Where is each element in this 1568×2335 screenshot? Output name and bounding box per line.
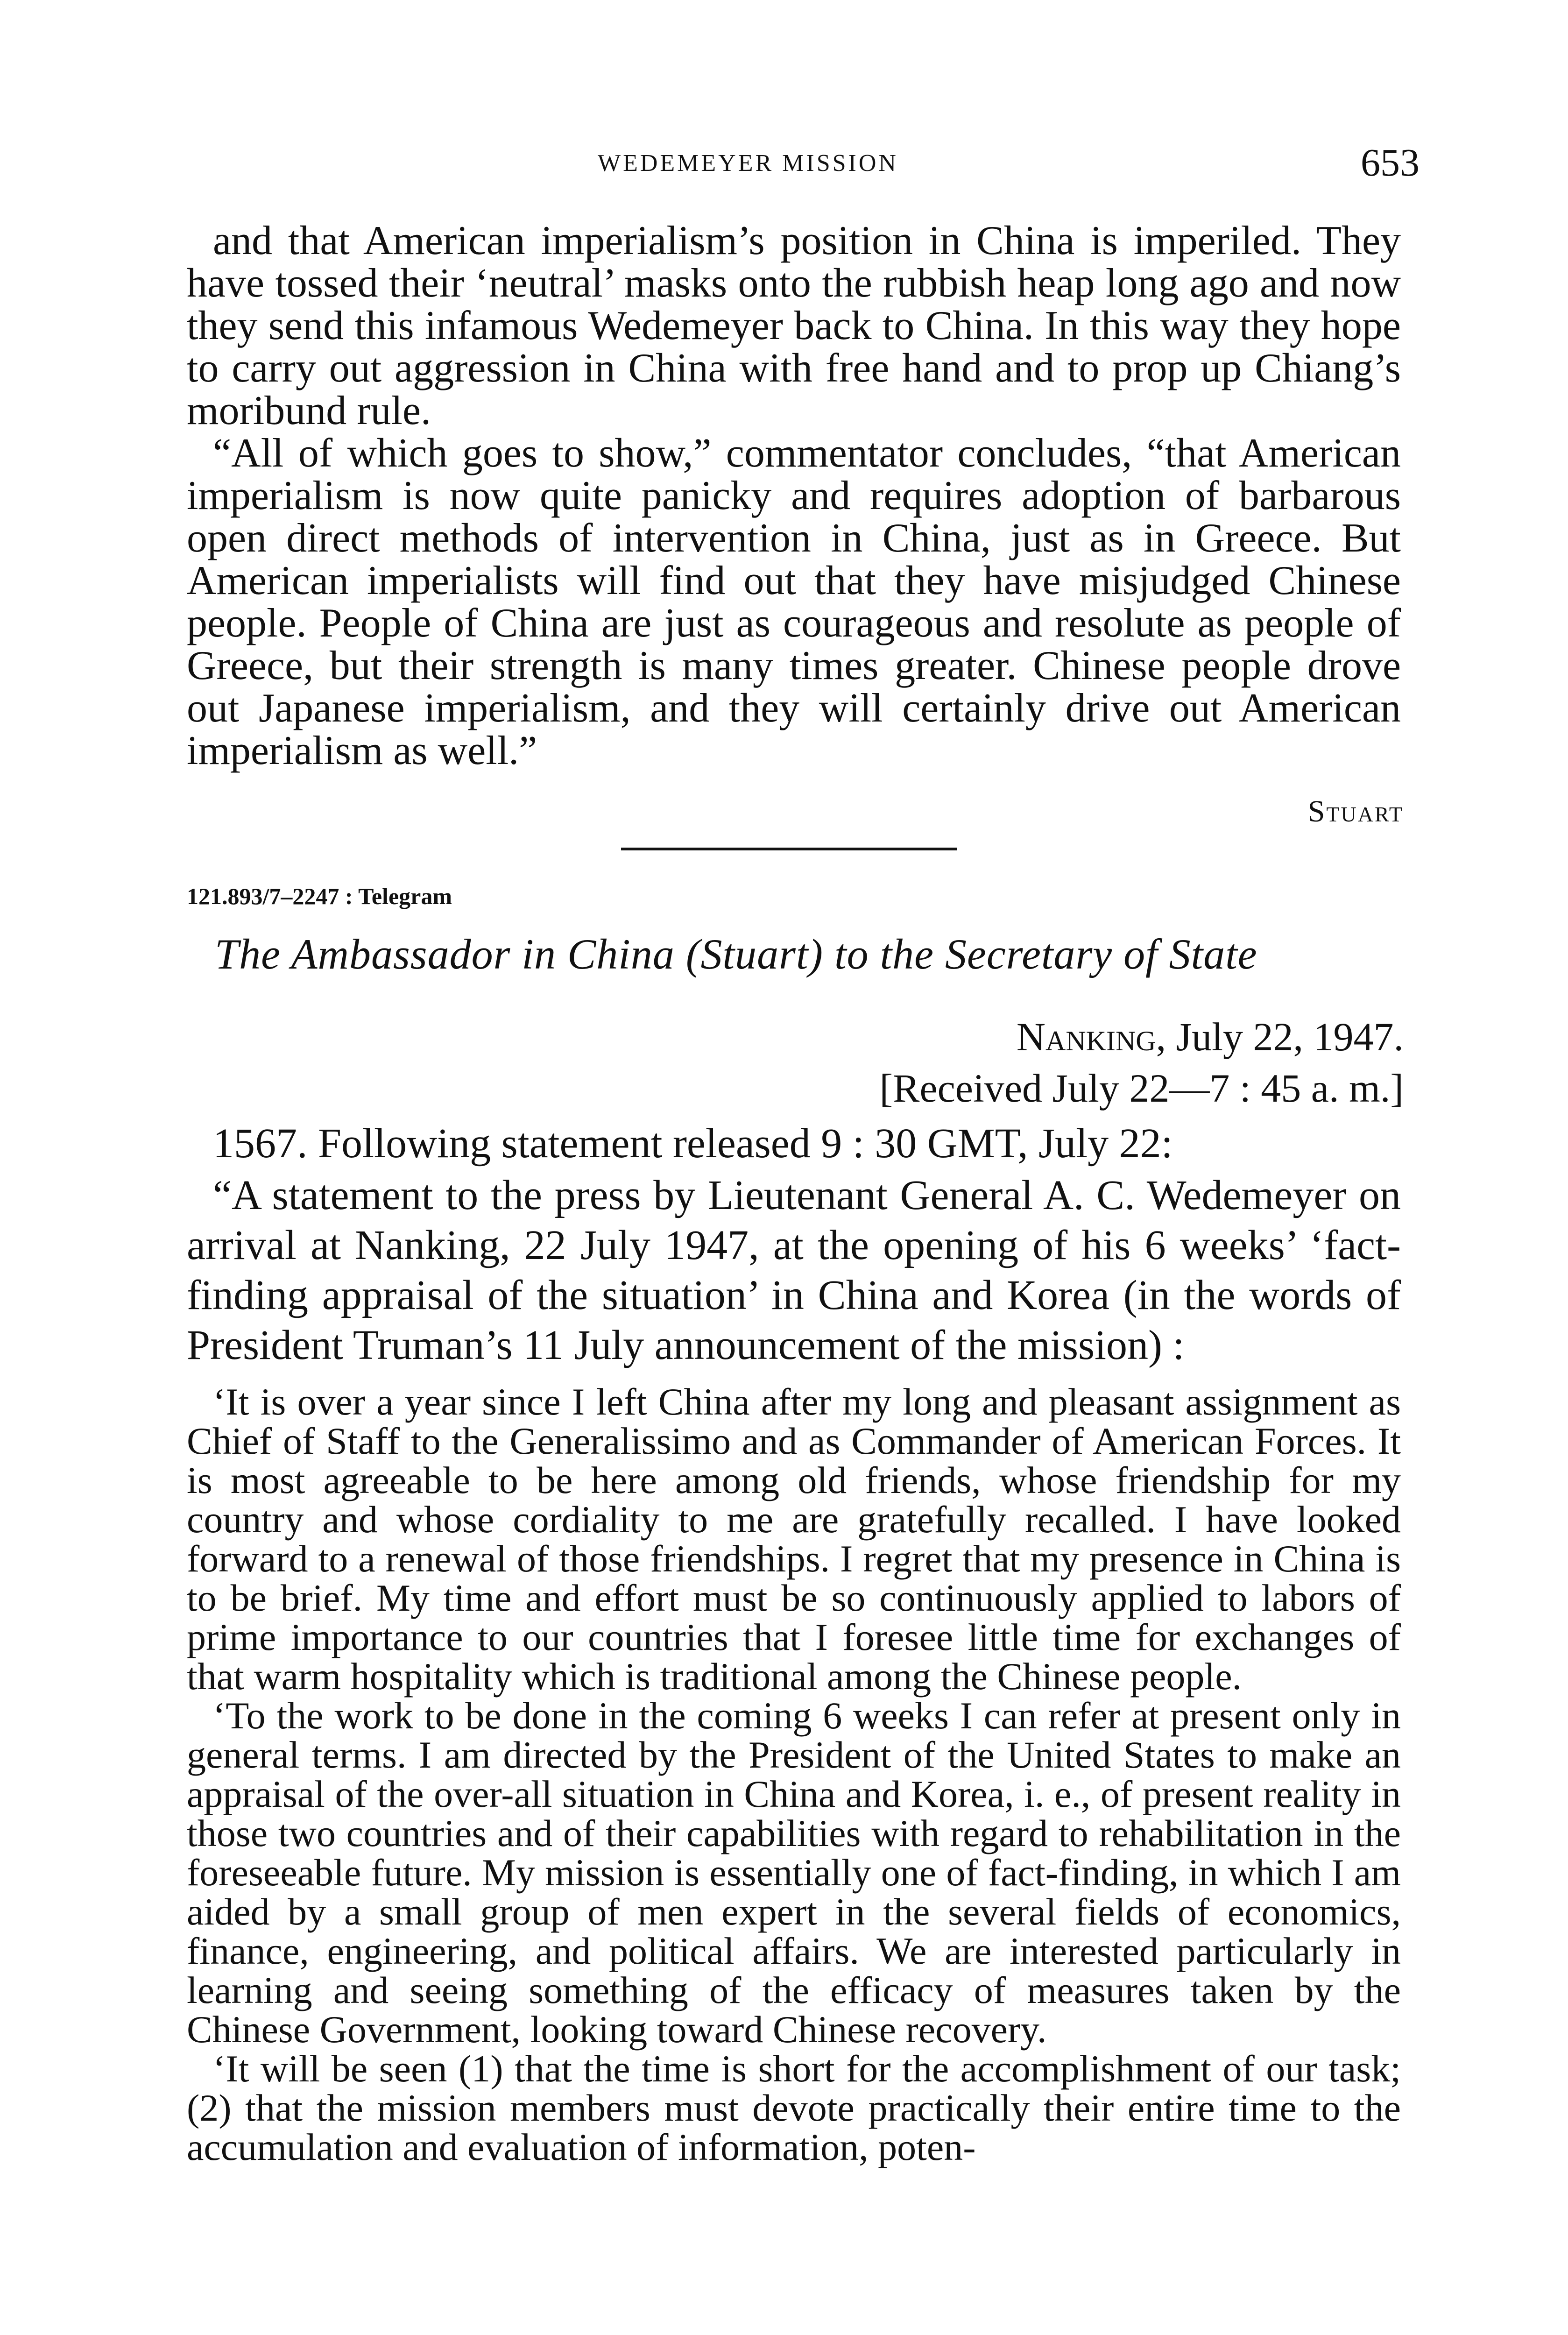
paragraph: ‘To the work to be done in the coming 6 weeks I can refer at present only in general terms. I am directed by the President of the United States to make an appraisal of the over-all situation in China and Korea, i. e., of present reality in those two countries and of their capabilities with regard to rehabilitation in the foreseeable future. My mission is essentially one of fact-finding, in which I am aided by a small group of men expert in the several fields of economics, finance, engineering, and political affairs. We are interested particularly in learning and seeing something of the efficacy of measures taken by the Chinese Government, looking toward Chinese recovery. (187, 1694, 1401, 2051)
dateline-date: , July 22, 1947. (1156, 1014, 1404, 1059)
document-title: The Ambassador in China (Stuart) to the Secretary of State (215, 930, 1257, 978)
page-number: 653 (1361, 141, 1420, 184)
signature: Stuart (1307, 794, 1404, 828)
running-head: WEDEMEYER MISSION (598, 150, 898, 177)
paragraph: 1567. Following statement released 9 : 30 GMT, July 22: (213, 1120, 1173, 1167)
telegram-intro (187, 1118, 1401, 1372)
paragraph: and that American imperialism’s position in China is imperiled. They have tossed their ‘neutral’ masks onto the rubbish heap long ago and now they send this infamous Wedemeyer back to China. In this way they hope to carry out aggression in China with free hand and to prop up Chiang’s moribund rule. (187, 218, 1401, 433)
paragraph: ‘It will be seen (1) that the time is short for the accomplishment of our task; (2) that the mission members must devote practically their entire time to the accumulation and evaluation of information, poten- (187, 2047, 1401, 2168)
section-divider (621, 848, 957, 850)
received-note: [Received July 22—7 : 45 a. m.] (879, 1066, 1404, 1111)
paragraph: ‘It is over a year since I left China after my long and pleasant assignment as Chief of Staff to the Generalissimo and as Commander of American Forces. It is most agreeable to be here among old friends, whose friendship for my country and whose cordiality to me are gratefully recalled. I have looked forward to a renewal of those friendships. I regret that my presence in China is to be brief. My time and effort must be so continuously applied to labors of prime importance to our countries that I foresee little time for exchanges of that warm hospitality which is traditional among the Chinese people. (187, 1380, 1401, 1698)
paragraph: “A statement to the press by Lieutenant General A. C. Wedemeyer on arrival at Nanking, 22 July 1947, at the opening of his 6 weeks’ ‘fact-finding appraisal of the situation’ in China and Korea (in the words of President Truman’s 11 July announcement of the mission) : (187, 1172, 1401, 1368)
continued-text (187, 219, 1401, 772)
dateline-place: Nanking (1016, 1014, 1156, 1059)
quoted-statement (187, 1382, 1401, 2167)
dateline (1017, 1013, 1404, 1060)
paragraph: “All of which goes to show,” commentator concludes, “that American imperialism is now quite panicky and requires adoption of barbarous open direct methods of intervention in China, just as in Greece. But American imperialists will find out that they have misjudged Chinese people. People of China are just as courageous and resolute as people of Greece, but their strength is many times greater. Chinese people drove out Japanese imperialism, and they will certainly drive out American imperialism as well.” (187, 431, 1401, 773)
file-reference: 121.893/7–2247 : Telegram (187, 883, 452, 909)
page-header (0, 140, 1568, 191)
